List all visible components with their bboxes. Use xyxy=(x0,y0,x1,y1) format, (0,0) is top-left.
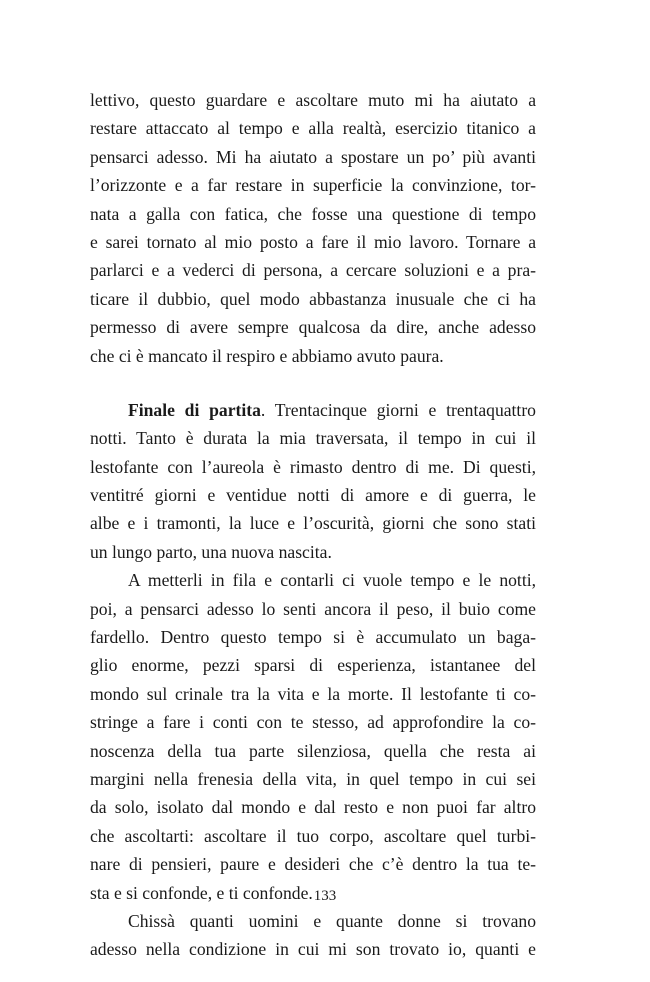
text-line: e sarei tornato al mio posto a fare il mio lavoro. Tornare a xyxy=(90,231,536,252)
text-line: glio enorme, pezzi sparsi di esperienza, istantanee del xyxy=(90,655,536,676)
section-heading: Finale di partita xyxy=(128,399,261,420)
text-line: l’orizzonte e a far restare in superficie la convinzione, tor- xyxy=(90,175,536,196)
paragraph xyxy=(90,396,536,566)
text-line: margini nella frenesia della vita, in quel tempo in cui sei xyxy=(90,768,536,789)
text-line: sta e si confonde, e ti confonde. xyxy=(90,882,313,903)
text-line: un lungo parto, una nuova nascita. xyxy=(90,541,332,562)
text-line: mondo sul crinale tra la vita e la morte. Il lestofante ti co- xyxy=(90,683,536,704)
text-line: A metterli in fila e contarli ci vuole tempo e le notti, xyxy=(128,570,536,591)
text-line: ventitré giorni e ventidue notti di amore e di guerra, le xyxy=(90,485,536,506)
text-line: noscenza della tua parte silenziosa, quella che resta ai xyxy=(90,740,536,761)
text-line: notti. Tanto è durata la mia traversata, il tempo in cui il xyxy=(90,428,536,449)
text-line: fardello. Dentro questo tempo si è accumulato un baga- xyxy=(90,627,536,648)
text-line: pensarci adesso. Mi ha aiutato a spostare un po’ più avanti xyxy=(90,146,536,167)
text-line: ticare il dubbio, quel modo abbastanza inusuale che ci ha xyxy=(90,288,536,309)
text-line: Chissà quanti uomini e quante donne si trovano xyxy=(128,910,536,931)
text-line: restare attaccato al tempo e alla realtà, esercizio titanico a xyxy=(90,118,536,139)
text-line: permesso di avere sempre qualcosa da dire, anche adesso xyxy=(90,317,536,338)
text-line: poi, a pensarci adesso lo senti ancora il peso, il buio come xyxy=(90,598,536,619)
paragraph xyxy=(90,566,536,907)
page-number: 133 xyxy=(313,888,337,904)
text-line: che ascoltarti: ascoltare il tuo corpo, ascoltare quel turbi- xyxy=(90,825,536,846)
text-line: che ci è mancato il respiro e abbiamo avuto paura. xyxy=(90,345,444,366)
text-fragment: . Trentacinque giorni e trentaquattro xyxy=(260,399,536,420)
text-line: nata a galla con fatica, che fosse una questione di tempo xyxy=(90,203,536,224)
page-body-text xyxy=(90,86,536,964)
text-line: albe e i tramonti, la luce e l’oscurità, giorni che sono stati xyxy=(90,513,536,534)
paragraph xyxy=(90,86,536,370)
text-line: adesso nella condizione in cui mi son trovato io, quanti e xyxy=(90,939,536,960)
text-line: lestofante con l’aureola è rimasto dentro di me. Di questi, xyxy=(90,456,536,477)
section-first-line xyxy=(90,396,536,424)
text-line: parlarci e a vederci di persona, a cercare soluzioni e a pra- xyxy=(90,260,536,281)
text-line: stringe a fare i conti con te stesso, ad approfondire la co- xyxy=(90,712,536,733)
section-break xyxy=(90,370,536,396)
text-line: lettivo, questo guardare e ascoltare muto mi ha aiutato a xyxy=(90,90,536,110)
paragraph xyxy=(90,907,536,964)
text-line: da solo, isolato dal mondo e dal resto e non puoi far altro xyxy=(90,797,536,818)
text-line: nare di pensieri, paure e desideri che c’è dentro la tua te- xyxy=(90,854,536,875)
